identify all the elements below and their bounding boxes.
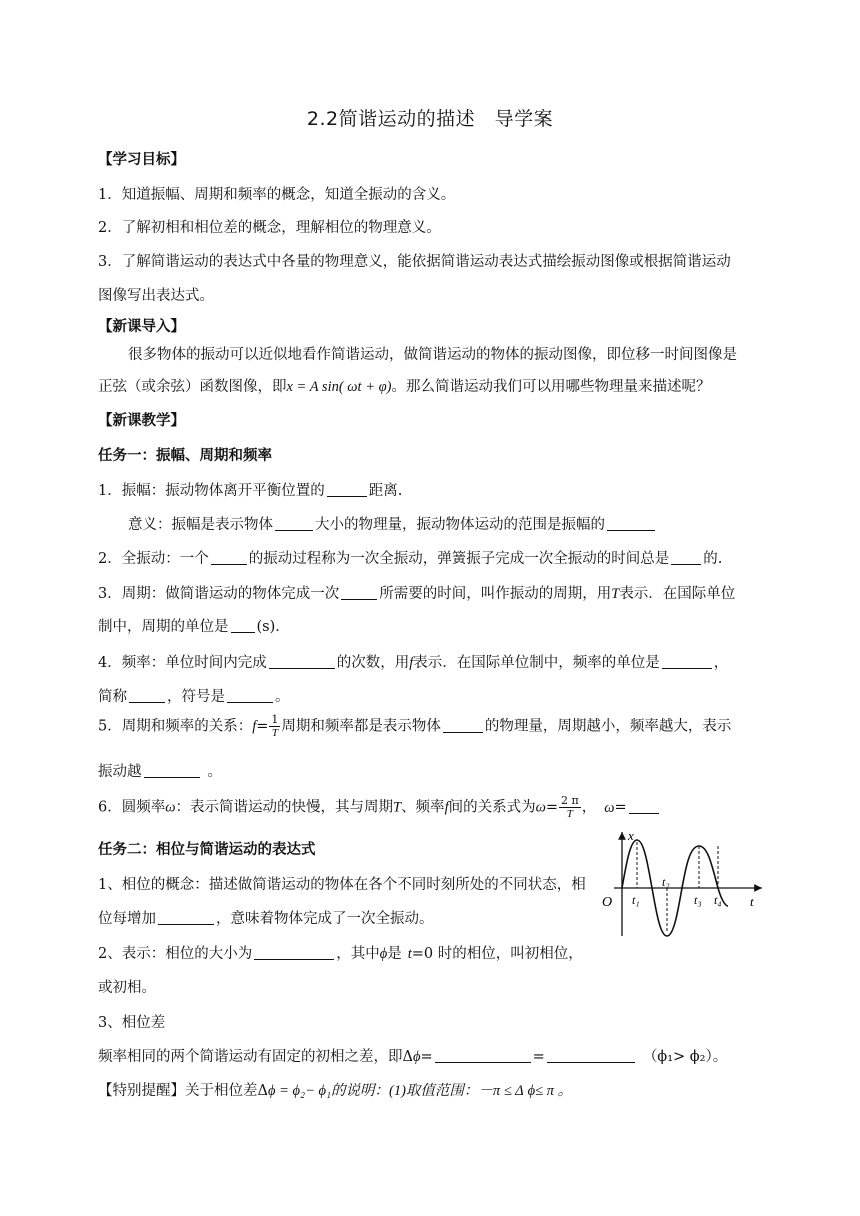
symbol: T [611,586,620,602]
intro-line-1: 很多物体的振动可以近似地看作简谐运动，做简谐运动的物体的振动图像，即位移一时间图像是 [128,347,737,363]
text: = [256,718,269,735]
denominator: T [566,808,573,820]
intro-formula: x = A sin( ωt + φ) [286,379,392,395]
denominator: T [271,727,278,739]
task2-item-2 [98,942,583,963]
task1-item-1-meaning [128,513,657,534]
axis-label-x: x [628,828,634,843]
fill-blank[interactable] [158,910,214,925]
fill-blank[interactable] [269,654,335,669]
text: 。 [207,764,222,780]
fill-blank[interactable] [662,654,712,669]
text: 振动越 [98,764,142,780]
fill-blank[interactable] [327,482,367,497]
text: 。 [275,689,290,705]
task1-item-4-cont [98,685,290,706]
fill-blank[interactable] [231,618,255,633]
text: ，意味着物体完成了一次全振动。 [216,911,434,927]
task2-item-3: 3、相位差 [98,1015,166,1031]
label-t2: t₂ [662,875,670,889]
text: 4．频率：单位时间内完成 [98,655,267,671]
text: =0 时的相位，叫初相位， [411,946,583,962]
task1-heading: 任务一：振幅、周期和频率 [98,448,272,464]
numerator: 2 π [561,794,579,807]
section-heading-intro: 【新课导入】 [98,319,185,335]
fill-blank[interactable] [254,945,334,960]
symbol: T [392,799,402,816]
text: 【特别提醒】关于相位差Δ [98,1083,268,1099]
text: ϕ≤ π 。 [527,1083,573,1099]
fill-blank[interactable] [211,550,247,565]
fill-blank[interactable] [341,585,377,600]
fill-blank[interactable] [275,516,313,531]
goal-2: 2．了解初相和相位差的概念，理解相位的物理意义。 [98,220,441,236]
fill-blank[interactable] [129,688,165,703]
text: = [545,799,558,816]
task1-item-5-cont [98,760,222,781]
text: (s)． [256,619,290,635]
goal-3-line-1: 3．了解简谐运动的表达式中各量的物理意义，能依据简谐运动表达式描绘振动图像或根据简谐运动 [98,254,731,270]
symbol: f [252,718,257,735]
task1-item-6 [98,795,661,820]
text: = [532,1049,545,1065]
text: 的物理量，周期越小，频率越大，表示 [484,718,732,735]
text: 的振动过程称为一次全振动，弹簧振子完成一次全振动的时间总是 [248,551,670,567]
text: 表示．在国际单位制中，频率的单位是 [413,655,660,671]
text: 简称 [98,689,127,705]
goal-3-line-2: 图像写出表达式。 [98,288,214,304]
origin-label: O [602,895,613,910]
text: ：表示简谐运动的快慢，其与周期 [175,799,393,816]
task2-item-1: 1、相位的概念：描述做简谐运动的物体在各个不同时刻所处的不同状态，相 [98,877,586,893]
text: = [420,1049,433,1065]
fraction-2pi-over-T [559,795,581,820]
section-heading-teach: 【新课教学】 [98,413,185,429]
task1-item-3-cont [98,615,290,636]
axis-label-t: t [750,894,754,909]
task1-item-3 [98,582,735,603]
text: 表示．在国际单位 [619,586,736,602]
text: ，符号是 [167,689,225,705]
numerator: 1 [271,713,279,726]
text: 间的关系式为 [448,799,536,816]
text: 的次数，用 [336,655,410,671]
symbol: f [409,655,414,671]
text: = [614,799,627,816]
symbol: ϕ [379,946,388,962]
text: 意义：振幅是表示物体 [128,517,273,533]
text: 1．振幅：振动物体离开平衡位置的 [98,483,325,499]
fill-blank[interactable] [629,799,659,814]
fill-blank[interactable] [547,1048,635,1063]
label-t4: t₄ [714,893,722,907]
task1-item-4 [98,651,728,672]
text: 制中，周期的单位是 [98,619,229,635]
symbol: f [444,799,449,816]
text: 6．圆频率 [98,799,166,816]
task2-item-1-cont [98,907,434,928]
symbol: ϕ [412,1049,421,1065]
symbol: ω [535,799,546,816]
label-t3: t₃ [694,893,702,907]
text: 3．周期：做简谐运动的物体完成一次 [98,586,340,602]
special-reminder [98,1079,572,1100]
label-t1: t₁ [632,893,640,907]
task2-item-2-cont: 或初相。 [98,980,156,996]
text: 是 [387,946,402,962]
text: 频率相同的两个简谐运动有固定的初相之差，即Δ [98,1049,413,1065]
section-heading-goals: 【学习目标】 [98,152,185,168]
vibration-graph [598,826,768,942]
symbol: ω [165,799,176,816]
text: 2．全振动：一个 [98,551,209,567]
task2-item-3-detail [98,1045,727,1066]
text: ， [713,655,729,671]
task2-heading: 任务二：相位与简谐运动的表达式 [98,842,316,858]
text: 距离. [368,483,403,499]
fill-blank[interactable] [144,763,200,778]
text: ， [581,799,597,816]
task1-item-2 [98,547,722,568]
text: 位每增加 [98,911,156,927]
fill-blank[interactable] [671,550,701,565]
symbol: t [407,946,412,962]
fill-blank[interactable] [607,516,655,531]
text: ϕ = ϕ₂− ϕ₁的说明：(1)取值范围：－π ≤ Δ [267,1083,524,1099]
text: （ϕ₁> ϕ₂）。 [642,1049,728,1065]
text: 大小的物理量，振动物体运动的范围是振幅的 [315,517,605,533]
intro-line-2 [98,375,710,396]
fill-blank[interactable] [435,1048,531,1063]
task1-item-1 [98,479,402,500]
symbol: ω [604,799,615,816]
intro-text-2: 。那么简谐运动我们可以用哪些物理量来描述呢？ [391,379,711,395]
text: 、频率 [401,799,445,816]
text: 所需要的时间，叫作振动的周期，用 [379,586,612,602]
fill-blank[interactable] [227,688,273,703]
intro-text-1: 正弦（或余弦）函数图像，即 [98,379,287,395]
text: 周期和频率都是表示物体 [281,718,441,735]
text: 5．周期和频率的关系： [98,718,253,735]
fraction-1-over-T [269,714,280,739]
task1-item-5 [98,714,731,739]
goal-1: 1．知道振幅、周期和频率的概念，知道全振动的含义。 [98,187,456,203]
text: ，其中 [336,946,380,962]
text: 的. [703,551,723,567]
fill-blank[interactable] [443,718,483,733]
text: 2、表示：相位的大小为 [98,946,253,962]
page-title: 2.2简谐运动的描述 导学案 [306,108,554,130]
